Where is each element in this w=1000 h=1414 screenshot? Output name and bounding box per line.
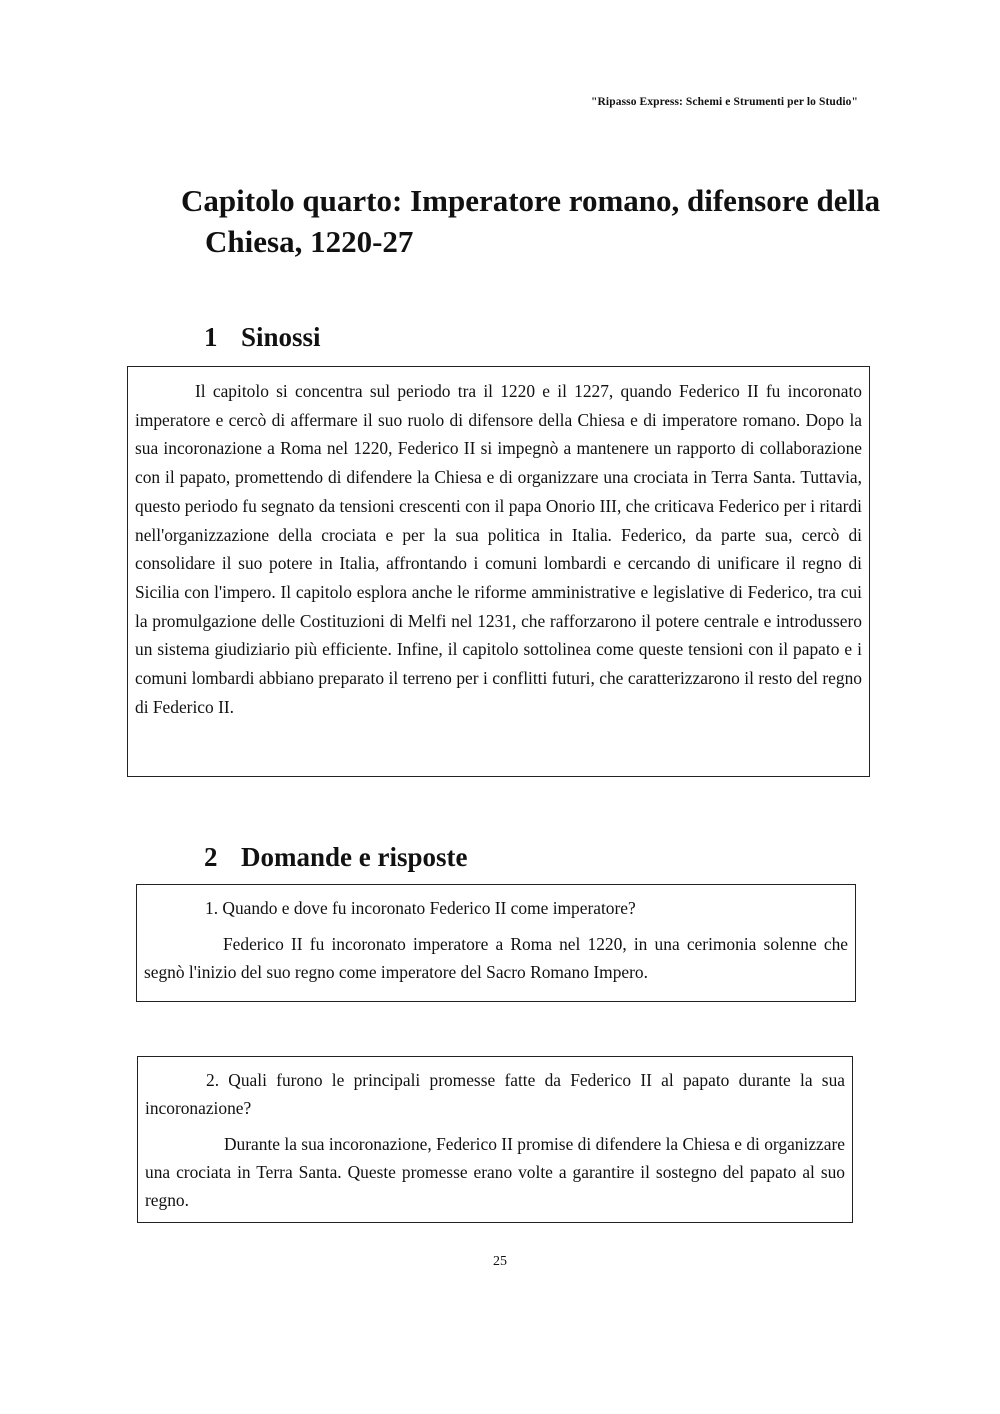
section-heading-sinossi xyxy=(204,320,321,354)
chapter-title: Capitolo quarto: Imperatore romano, difensore della Chiesa, 1220-27 xyxy=(181,183,881,259)
synopsis-box xyxy=(127,366,870,777)
question-2: 2. Quali furono le principali promesse fatte da Federico II al papato durante la sua incoronazione? xyxy=(145,1070,845,1118)
section-number: 1 xyxy=(204,322,218,352)
section-title: Sinossi xyxy=(241,322,321,352)
answer-2: Durante la sua incoronazione, Federico II promise di difendere la Chiesa e di organizzare una crociata in Terra Santa. Queste promesse erano volte a garantire il sostegno del papato al suo regno. xyxy=(145,1134,845,1210)
answer-1: Federico II fu incoronato imperatore a Roma nel 1220, in una cerimonia solenne che segnò l'inizio del suo regno come imperatore del Sacro Romano Impero. xyxy=(144,934,848,982)
synopsis-text: Il capitolo si concentra sul periodo tra il 1220 e il 1227, quando Federico II fu incoronato imperatore e cercò di affermare il suo ruolo di difensore della Chiesa e di imperatore romano. Dopo la sua incoronazione a Roma nel 1220, Federico II si impegnò a mantenere un rapporto di collaborazione con il papato, promettendo di difendere la Chiesa e di organizzare una crociata in Terra Santa. Tuttavia, questo periodo fu segnato da tensioni crescenti con il papa Onorio III, che criticava Federico per i ritardi nell'organizzazione della crociata e per la sua politica in Italia. Federico, da parte sua, cercò di consolidare il suo potere in Italia, affrontando i comuni lombardi e cercando di unificare il regno di Sicilia con l'impero. Il capitolo esplora anche le riforme amministrative e legislative di Federico, tra cui la promulgazione delle Costituzioni di Melfi nel 1231, che rafforzarono il potere centrale e introdussero un sistema giudiziario più efficiente. Infine, il capitolo sottolinea come queste tensioni con il papato e i comuni lombardi abbiano preparato il terreno per i conflitti futuri, che caratterizzarono il resto del regno di Federico II. xyxy=(135,381,862,717)
page-number: 25 xyxy=(493,1254,507,1269)
section-number: 2 xyxy=(204,842,218,872)
section-title: Domande e risposte xyxy=(241,842,468,872)
qa-box-1 xyxy=(136,884,856,1002)
running-header: "Ripasso Express: Schemi e Strumenti per lo Studio" xyxy=(591,96,858,108)
section-heading-domande xyxy=(204,840,467,874)
question-1: 1. Quando e dove fu incoronato Federico II come imperatore? xyxy=(205,898,636,918)
qa-box-2 xyxy=(137,1056,853,1223)
